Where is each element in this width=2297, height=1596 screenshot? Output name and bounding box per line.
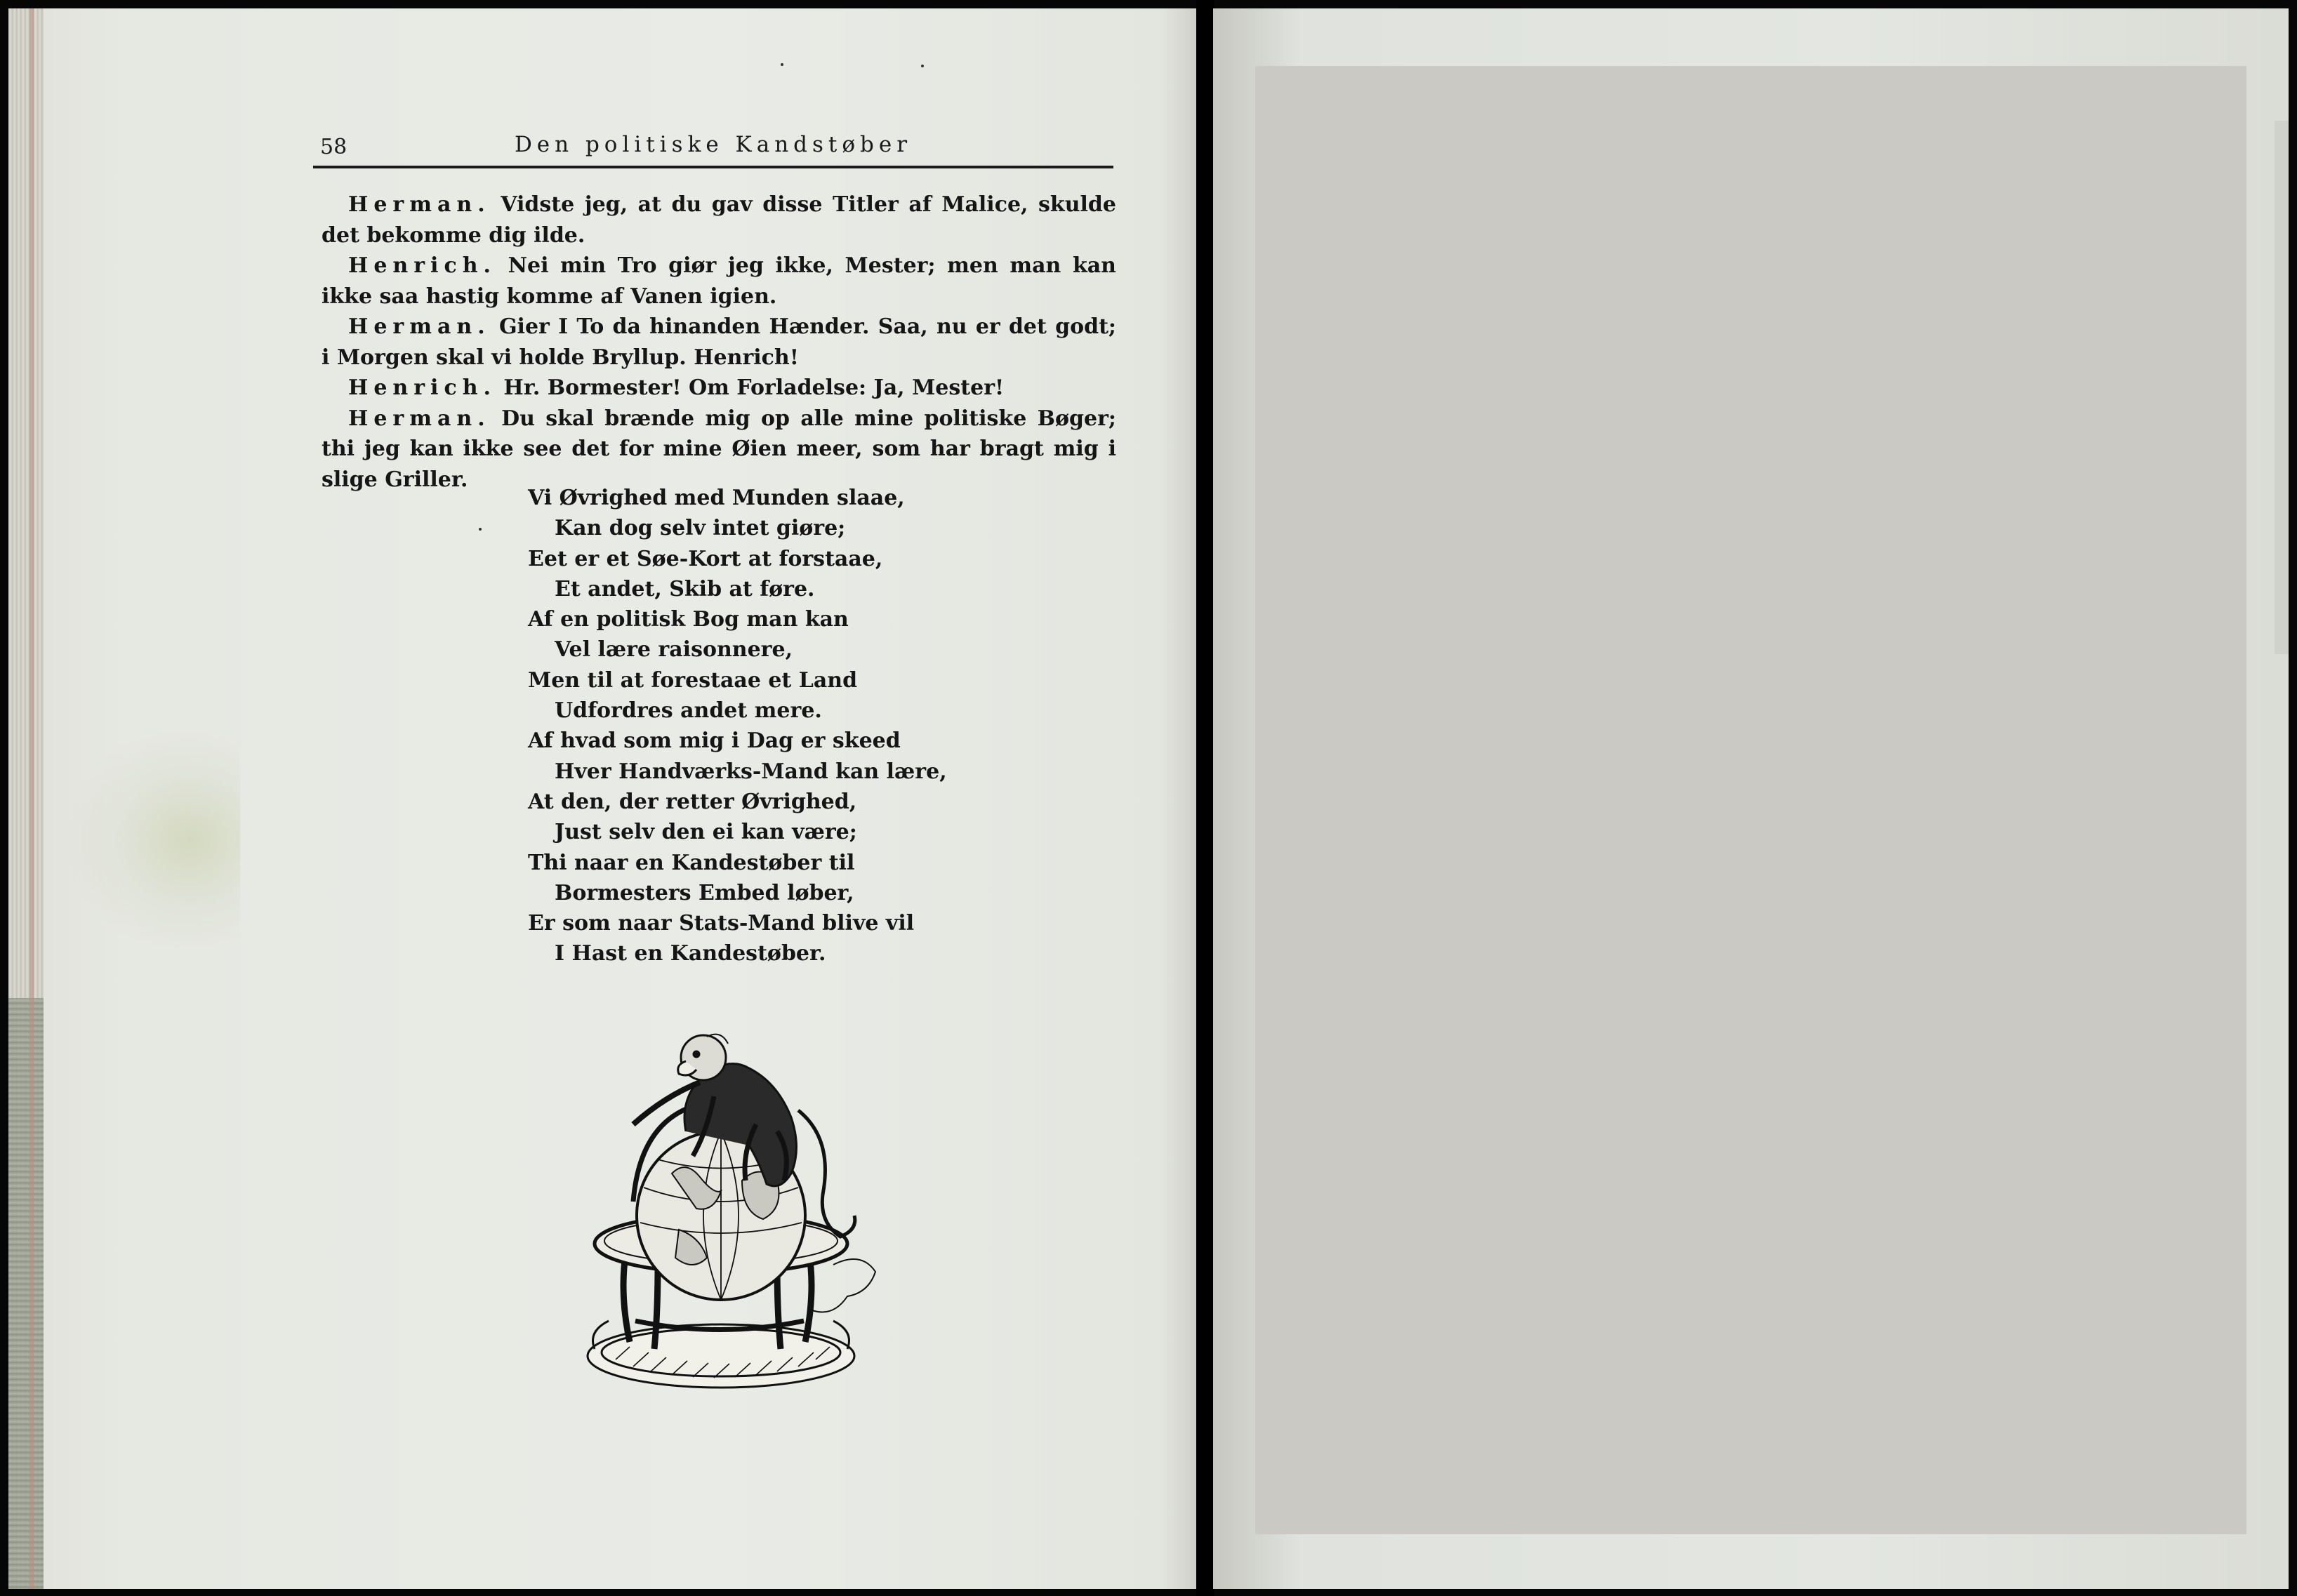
speech-text: Gier I To da hinanden Hænder. Saa, nu er det godt; i Morgen skal vi holde Bryllup. Henrich! (322, 314, 1117, 370)
verse-line: Af hvad som mig i Dag er skeed (528, 729, 901, 754)
verse-line: Udfordres andet mere. (555, 698, 822, 724)
verse-line: At den, der retter Øvrighed, (528, 789, 857, 814)
speaker-name: Herman. (348, 314, 491, 339)
speech-line (322, 373, 1116, 404)
verse-line: I Hast en Kandestøber. (555, 941, 826, 966)
paper-speck (781, 63, 783, 66)
verse-line: Et andet, Skib at føre. (555, 576, 815, 601)
verse-line: Just selv den ei kan være; (555, 820, 857, 845)
verse-line: Bormesters Embed løber, (555, 880, 854, 905)
speech-line (322, 189, 1116, 251)
verse-line: Hver Handværks-Mand kan lære, (555, 759, 947, 784)
monkey-globe-illustration (567, 1019, 896, 1398)
speech-line (322, 404, 1116, 496)
page-stain (72, 731, 240, 949)
blank-gray-panel (1255, 66, 2246, 1534)
running-title: Den politiske Kandstøber (514, 132, 913, 157)
speech-text: Hr. Bormester! Om Forladelse: Ja, Mester! (503, 375, 1005, 400)
speech-line (322, 251, 1116, 312)
page-edge-tint (29, 8, 34, 1589)
verse-line: Kan dog selv intet giøre; (555, 516, 846, 541)
speaker-name: Herman. (348, 406, 491, 431)
verse-line: Thi naar en Kandestøber til (528, 850, 855, 875)
speaker-name: Henrich. (348, 375, 496, 400)
left-page (8, 8, 1196, 1589)
right-page (1213, 8, 2289, 1589)
dialogue-block (322, 189, 1116, 495)
book-cover-edge (8, 998, 44, 1589)
speech-text: Du skal brænde mig op alle mine politiske Bøger; thi jeg kan ikke see det for mine Øien meer, som har bragt mig i slige Griller. (322, 406, 1116, 492)
speech-text: Nei min Tro giør jeg ikke, Mester; men man kan ikke saa hastig komme af Vanen igien. (322, 253, 1116, 309)
page-edge (2275, 121, 2289, 654)
verse-line: Er som naar Stats-Mand blive vil (528, 911, 915, 936)
verse-block (528, 483, 977, 969)
page-gutter (1196, 0, 1214, 1596)
speaker-name: Henrich. (348, 253, 496, 278)
verse-line: Men til at forestaae et Land (528, 667, 858, 693)
verse-line: Eet er et Søe-Kort at forstaae, (528, 546, 883, 571)
page-number: 58 (320, 135, 347, 159)
verse-line: Vel lære raisonnere, (555, 637, 793, 663)
verse-line: Vi Øvrighed med Munden slaae, (528, 486, 905, 510)
speech-line (322, 312, 1116, 373)
speech-text: Vidste jeg, at du gav disse Titler af Malice, skulde det bekomme dig ilde. (322, 192, 1116, 248)
running-head (313, 126, 1113, 168)
paper-speck (479, 528, 482, 531)
paper-speck (921, 65, 924, 67)
speaker-name: Herman. (348, 192, 491, 217)
verse-line: Af en politisk Bog man kan (528, 607, 849, 632)
